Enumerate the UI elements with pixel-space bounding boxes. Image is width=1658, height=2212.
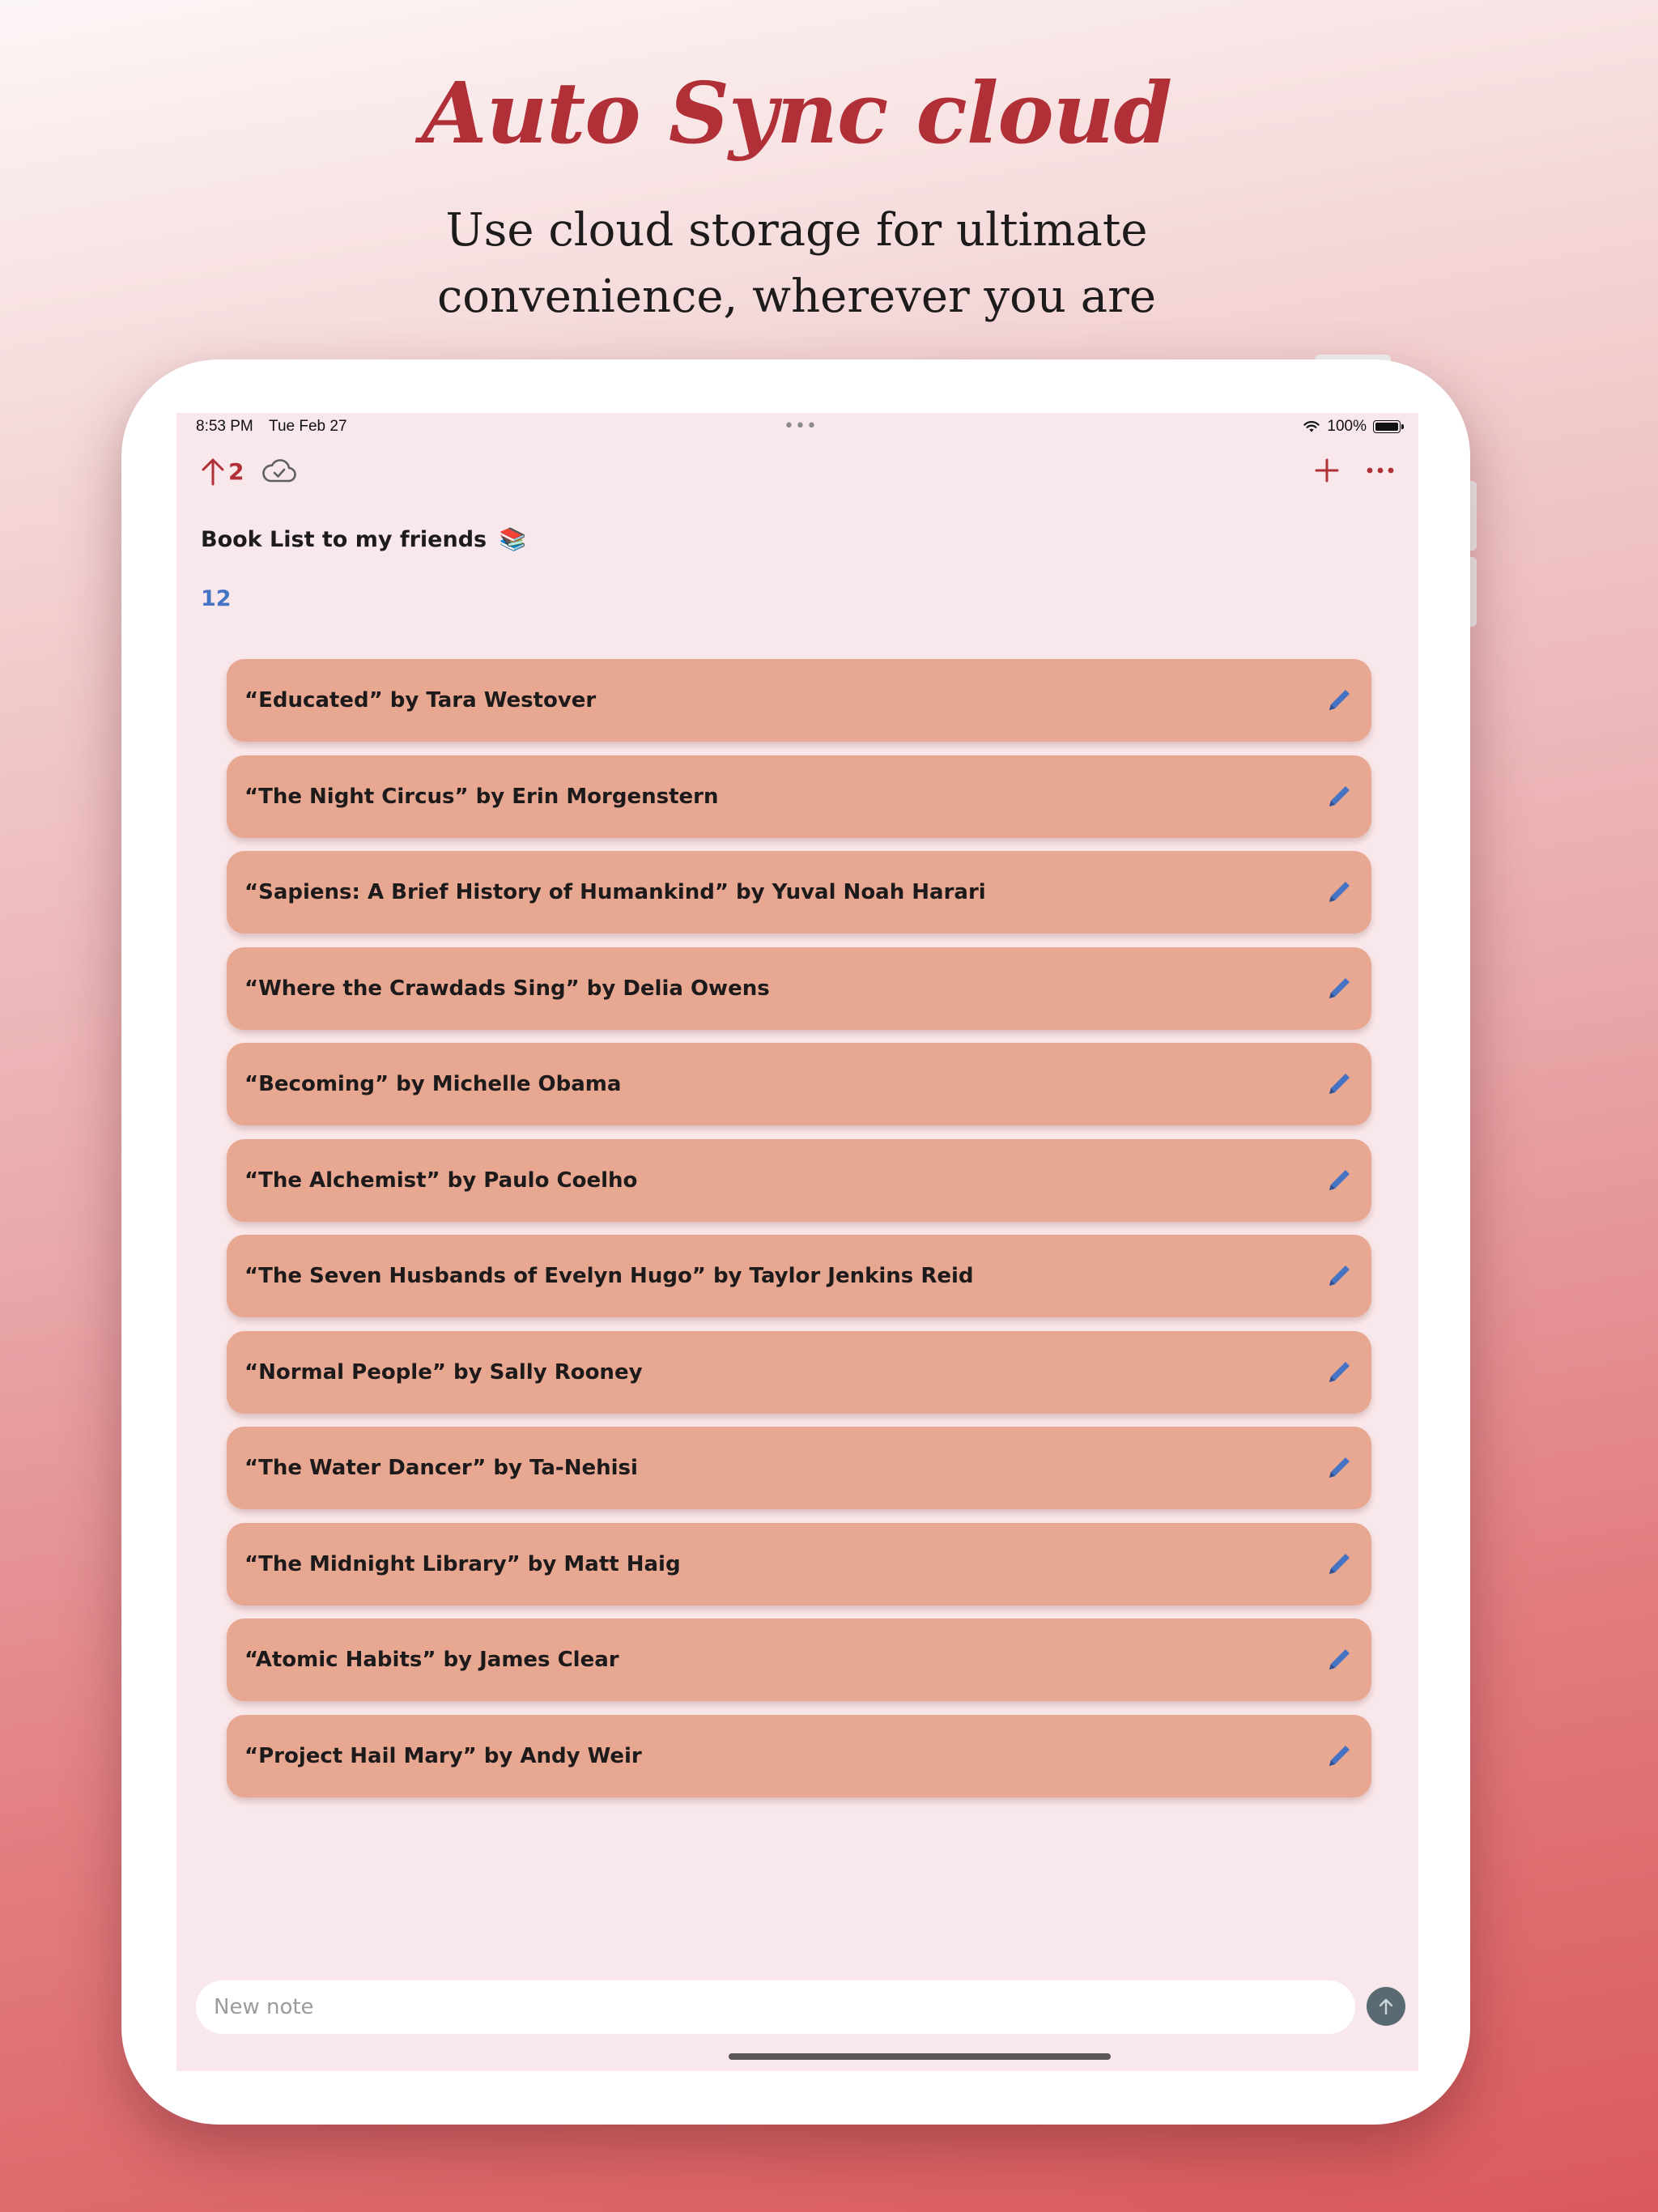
list-item[interactable]: [227, 1331, 1371, 1414]
send-button[interactable]: [1367, 1987, 1405, 2026]
pencil-icon[interactable]: [1324, 1550, 1354, 1579]
pencil-icon[interactable]: [1324, 878, 1354, 907]
list-title-text: Book List to my friends: [201, 527, 487, 552]
status-bar-right: [1303, 418, 1401, 436]
list-item[interactable]: [227, 1043, 1371, 1125]
list-item-label: “Atomic Habits” by James Clear: [244, 1648, 619, 1672]
multitasking-dots-icon[interactable]: •••: [784, 416, 818, 436]
battery-level: [1375, 423, 1398, 431]
device-volume-down-button: [1470, 557, 1477, 627]
battery-icon: [1373, 420, 1401, 433]
pencil-icon[interactable]: [1324, 1070, 1354, 1099]
pencil-icon[interactable]: [1324, 974, 1354, 1003]
wifi-icon: [1303, 420, 1320, 433]
list-item[interactable]: [227, 1523, 1371, 1606]
pencil-icon[interactable]: [1324, 1742, 1354, 1771]
list-item[interactable]: [227, 1619, 1371, 1701]
pencil-icon[interactable]: [1324, 1358, 1354, 1387]
list-item-label: “Normal People” by Sally Rooney: [244, 1359, 643, 1385]
list-item[interactable]: [227, 1427, 1371, 1509]
list-item[interactable]: [227, 755, 1371, 838]
list-item-label: “The Seven Husbands of Evelyn Hugo” by Taylor Jenkins Reid: [244, 1264, 974, 1288]
arrow-up-icon: [1377, 1997, 1395, 2016]
home-indicator[interactable]: [729, 2053, 1111, 2060]
toolbar-left: [201, 457, 297, 486]
new-note-input[interactable]: [196, 1980, 1355, 2034]
list-item-label: “Project Hail Mary” by Andy Weir: [244, 1743, 642, 1768]
ellipsis-icon[interactable]: [1367, 466, 1394, 474]
list-item-label: “The Alchemist” by Paulo Coelho: [244, 1168, 638, 1193]
list-item-label: “Educated” by Tara Westover: [244, 688, 597, 713]
list-item[interactable]: [227, 1715, 1371, 1797]
pencil-icon[interactable]: [1324, 1261, 1354, 1291]
plus-icon[interactable]: [1315, 458, 1339, 483]
pencil-icon[interactable]: [1324, 1645, 1354, 1674]
list-item[interactable]: [227, 947, 1371, 1030]
list-item-label: “The Midnight Library” by Matt Haig: [244, 1551, 681, 1576]
book-list: [227, 659, 1371, 1810]
list-item[interactable]: [227, 1235, 1371, 1317]
list-item-label: “Where the Crawdads Sing” by Delia Owens: [244, 976, 770, 1001]
tablet-device: [121, 359, 1470, 2125]
status-time: 8:53 PM: [196, 418, 253, 435]
status-bar-left: [196, 418, 347, 436]
hero-title: Auto Sync cloud: [421, 63, 1172, 163]
list-item[interactable]: [227, 851, 1371, 934]
item-count: 12: [201, 586, 232, 611]
list-item-label: “The Night Circus” by Erin Morgenstern: [244, 784, 719, 809]
pencil-icon[interactable]: [1324, 686, 1354, 715]
list-item-label: “The Water Dancer” by Ta-Nehisi: [244, 1456, 638, 1480]
battery-percent: 100%: [1327, 418, 1367, 435]
hero-subtitle: [0, 198, 1593, 330]
status-date: Tue Feb 27: [269, 418, 347, 435]
pencil-icon[interactable]: [1324, 1453, 1354, 1482]
pencil-icon[interactable]: [1324, 782, 1354, 811]
sync-pending-count[interactable]: 2: [228, 457, 244, 485]
app-screen: [176, 413, 1418, 2071]
pencil-icon[interactable]: [1324, 1166, 1354, 1195]
list-item-label: “Sapiens: A Brief History of Humankind” by Yuval Noah Harari: [244, 880, 986, 904]
hero-subtitle-line: Use cloud storage for ultimate: [445, 204, 1148, 257]
list-item[interactable]: [227, 659, 1371, 742]
hero-subtitle-line: convenience, wherever you are: [436, 270, 1157, 323]
cloud-check-icon[interactable]: [261, 458, 297, 484]
arrow-up-icon[interactable]: [201, 457, 225, 486]
list-item-label: “Becoming” by Michelle Obama: [244, 1072, 622, 1096]
toolbar-right: [1315, 458, 1394, 483]
books-emoji-icon: 📚: [499, 527, 527, 552]
device-volume-up-button: [1470, 481, 1477, 551]
list-item[interactable]: [227, 1139, 1371, 1222]
list-title[interactable]: [201, 526, 526, 552]
